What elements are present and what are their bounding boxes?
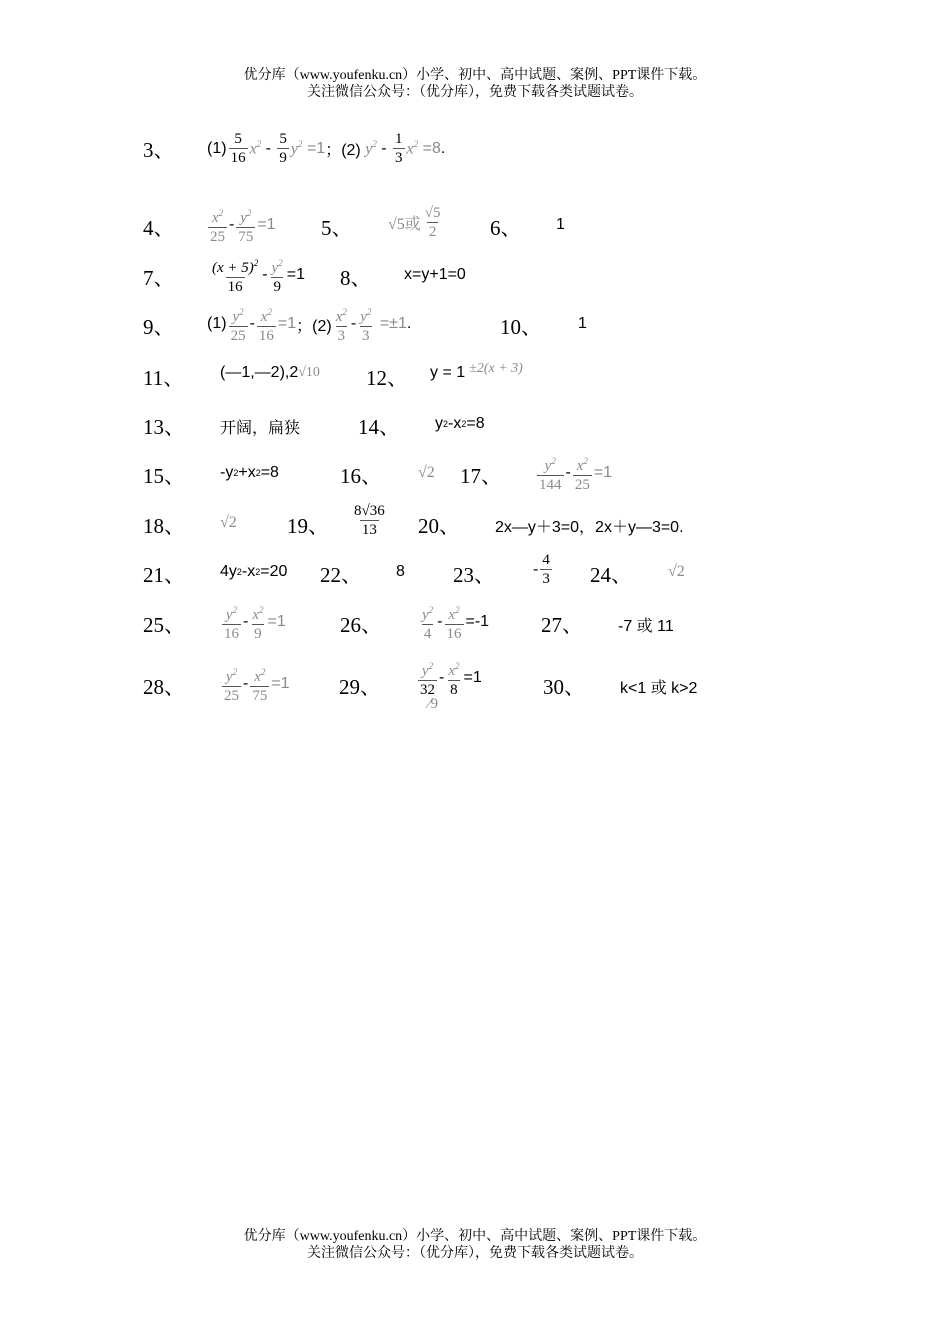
question-number-17: 17、 — [460, 464, 502, 488]
question-number-13: 13、 — [143, 415, 185, 439]
answer-19: $\frac{8√36}{13}$ — [354, 503, 385, 538]
question-number-18: 18、 — [143, 514, 185, 538]
header-line-2: 关注微信公众号：（优分库），免费下载各类试题试卷。 — [307, 85, 643, 100]
question-number-10: 10、 — [500, 315, 542, 339]
answer-18: √2 — [220, 514, 237, 531]
page-footer — [0, 1228, 950, 1262]
answer-30: k<1 或 k>2 — [620, 680, 698, 697]
answer-16: √2 — [418, 464, 435, 481]
question-number-7: 7、 — [143, 266, 175, 290]
answer-13: 开阔，扁狭 — [220, 420, 301, 437]
answer-29: $y^2$ 32 ∕9 - $\frac{x^2}{8}$ =1 — [420, 661, 482, 712]
question-number-15: 15、 — [143, 464, 185, 488]
question-number-27: 27、 — [541, 613, 583, 637]
question-number-4: 4、 — [143, 216, 175, 240]
answer-20: 2x—y＋3=0，2x＋y—3=0. — [495, 519, 684, 536]
answer-11: (—1,—2),2 √10 — [220, 364, 320, 381]
question-number-16: 16、 — [340, 464, 382, 488]
question-number-8: 8、 — [340, 266, 372, 290]
answer-10: 1 — [578, 315, 587, 332]
answer-17: $\frac{y^2}{144}$ - $\frac{x^2}{25}$ =1 — [539, 456, 613, 493]
answer-21: 4y 2 -x 2 =20 — [220, 563, 288, 580]
header-line-1: 优分库（www.youfenku.cn）小学、初中、高中试题、案例、PPT课件下载。 — [243, 68, 707, 83]
question-number-28: 28、 — [143, 675, 185, 699]
answer-12: y = 1 ±2(x + 3) — [430, 361, 523, 381]
answer-7: $\frac{(x + 5)^2}{16}$ - $\frac{y^2}{9}$ =1 — [212, 258, 306, 295]
footer-line-1: 优分库（www.youfenku.cn）小学、初中、高中试题、案例、PPT课件下载。 — [243, 1229, 707, 1244]
question-number-25: 25、 — [143, 613, 185, 637]
answer-27: -7 或 11 — [618, 618, 674, 635]
question-number-30: 30、 — [543, 675, 585, 699]
answer-22: 8 — [396, 563, 405, 580]
answer-25: $\frac{y^2}{16}$ - $\frac{x^2}{9}$ =1 — [224, 605, 286, 642]
question-number-5: 5、 — [321, 216, 353, 240]
answer-15: -y 2 +x 2 =8 — [220, 464, 279, 481]
question-number-6: 6、 — [490, 216, 522, 240]
question-number-26: 26、 — [340, 613, 382, 637]
answer-5: √5或 $\frac{√5}{2}$ — [388, 205, 441, 240]
answer-8: x=y+1=0 — [404, 266, 466, 283]
question-number-24: 24、 — [590, 563, 632, 587]
answer-26: $\frac{y^2}{4}$ - $\frac{x^2}{16}$ =-1 — [422, 605, 490, 642]
answer-14: y 2 -x 2 =8 — [435, 415, 485, 432]
page-header — [0, 67, 950, 101]
answer-23: - $\frac{4}{3}$ — [533, 552, 550, 587]
answer-4: $\frac{x^2}{25}$ - $\frac{y^2}{75}$ =1 — [210, 208, 276, 245]
answer-9: (1) $\frac{y^2}{25}$ - $\frac{x^2}{16}$ =1 ；(2) $\frac{x^2}{3}$ - $\frac{y^2}{3}$ =±1 . — [207, 307, 412, 344]
footer-line-2: 关注微信公众号：（优分库），免费下载各类试题试卷。 — [307, 1246, 643, 1261]
answer-6: 1 — [556, 216, 565, 233]
answer-3: (1) $\frac{5}{16}$ $x^2$ - $\frac{5}{9}$ $y^2$ =1 ；(2) $y^2$ - $\frac{1}{3}$ $x^2$ =8 . — [207, 131, 446, 166]
question-number-29: 29、 — [339, 675, 381, 699]
answer-24: √2 — [668, 563, 685, 580]
question-number-21: 21、 — [143, 563, 185, 587]
question-number-3: 3、 — [143, 138, 175, 162]
answer-28: $\frac{y^2}{25}$ - $\frac{x^2}{75}$ =1 — [224, 667, 290, 704]
question-number-11: 11、 — [143, 366, 185, 390]
question-number-22: 22、 — [320, 563, 362, 587]
question-number-23: 23、 — [453, 563, 495, 587]
question-number-14: 14、 — [358, 415, 400, 439]
question-number-12: 12、 — [366, 366, 408, 390]
question-number-20: 20、 — [418, 514, 460, 538]
question-number-19: 19、 — [287, 514, 329, 538]
question-number-9: 9、 — [143, 315, 175, 339]
